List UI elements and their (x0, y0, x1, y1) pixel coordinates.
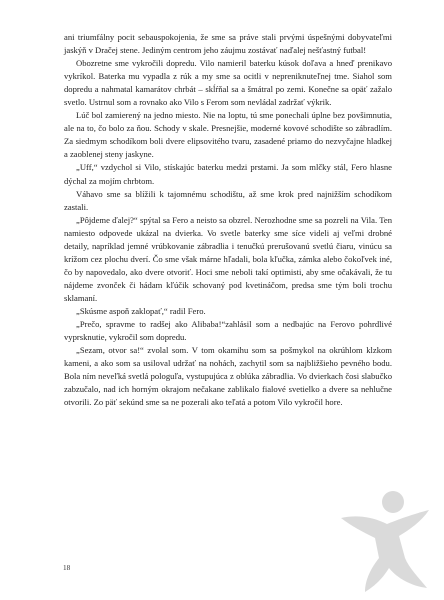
paragraph: „Uff,“ vzdychol si Vilo, stískajúc baterku medzi prstami. Ja som mlčky stál, Fero hlasne dýchal za mojím chrbtom. (64, 162, 392, 186)
body-text (64, 31, 392, 409)
paragraph: „Sezam, otvor sa!“ zvolal som. V tom okamihu som sa pošmykol na okrúhlom klzkom kameni, a ako som sa usiloval udržať na nohách, zachytil som sa najbližšieho pevného bodu. Bola ním neveľká svetlá pologuľa, vystupujúca z oblúka zábradlia. Vo dvierkach čosi slabučko zabzučalo, nad ich horným okrajom nečakane zablikalo fialové svetielko a dvere sa nehlučne otvorili. Zo päť sekúnd sme sa ne pozerali ako teľatá a potom Vilo vykročil hore. (64, 345, 392, 408)
paragraph: Váhavo sme sa blížili k tajomnému schodištu, až sme krok pred najnižším schodíkom zastali. (64, 188, 392, 212)
paragraph: Obozretne sme vykročili dopredu. Vilo namieril baterku kúsok doľava a hneď prenikavo vykríkol. Baterka mu vypadla z rúk a my sme sa ocitli v nepreniknuteľnej tme. Siahol som dopredu a nahmatal kamarátov chrbát – skĺŕňal sa a šmátral po zemi. Konečne sa opäť zažalo svetlo. Ustrnul som a rovnako ako Vilo s Ferom som nevládal zadržať výkrik. (64, 58, 392, 108)
paragraph: ani triumfálny pocit sebauspokojenia, že sme sa práve stali prvými úspešnými dobyvateľmi jaskýň v Dračej stene. Jediným centrom jeho záujmu zostávať naďalej nešťastný futbal! (64, 32, 392, 56)
paragraph: „Prečo, spravme to radšej ako Alibaba!“zahlásil som a nedbajúc na Ferovo pohrdlivé vyprsknutie, vykročil som dopredu. (64, 319, 392, 343)
page-number: 18 (63, 564, 71, 572)
paragraph: Lúč bol zamierený na jedno miesto. Nie na loptu, tú sme ponechali úplne bez povšimnutia, ale na to, čo bolo za ňou. Schody v skale. Presnejšie, moderné kovové schodište so zábradlím. Za siedmym schodíkom boli dvere elipsovitého tvaru, zasadené priamo do nezvyčajne hladkej a zaoblenej steny jaskyne. (64, 110, 392, 160)
leaping-figure-logo-icon (335, 488, 431, 592)
paragraph: „Skúsme aspoň zaklopať,“ radil Fero. (76, 305, 206, 316)
paragraph: „Pôjdeme ďalej?“ spýtal sa Fero a neisto sa obzrel. Nerozhodne sme sa pozreli na Vila. Ten namiesto odpovede ukázal na dvierka. Vo svetle baterky sme síce videli aj veľmi drobné detaily, napríklad jemné vrúbkovanie zábradlia i tenučkú prerušovanú svetlú čiaru, vinúcu sa krížom cez plochu dverí. Čo sme však márne hľadali, bola kľučka, zámka alebo čokoľvek iné, čo by napovedalo, ako dvere otvoriť. Hoci sme neboli takí optimisti, aby sme očakávali, že tu nájdeme zvonček či hádam kľúčik schovaný pod kvetináčom, predsa sme tým boli trochu sklamaní. (64, 214, 392, 303)
